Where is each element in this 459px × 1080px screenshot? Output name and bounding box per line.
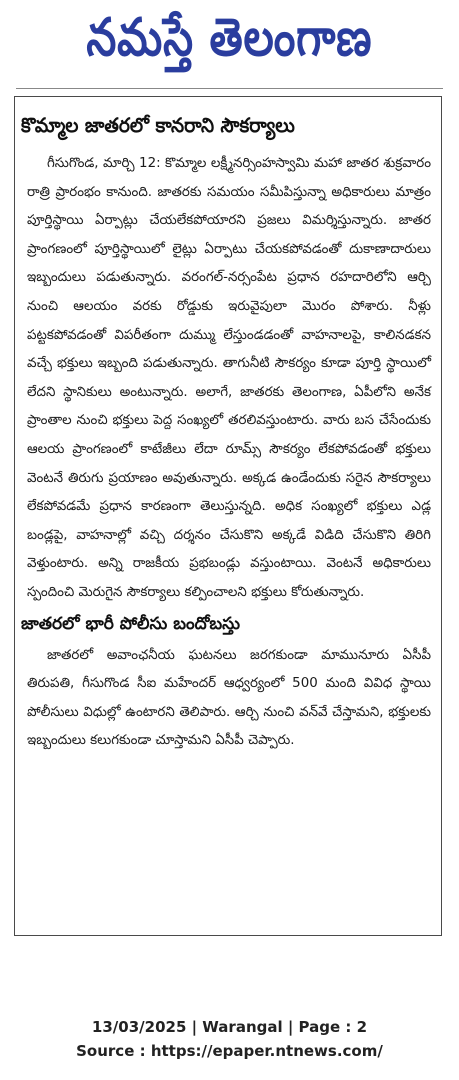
article-headline: కొమ్మాల జాతరలో కానరాని సౌకర్యాలు <box>21 113 295 137</box>
article-body: గీసుగొండ, మార్చి 12: కొమ్మాల లక్ష్మీనర్సింహస్వామి మహా జాతర శుక్రవారం రాత్రి ప్రారంభం కానుంది. జాతరకు సమయం సమీపిస్తున్నా అధికారులు మాత్రం పూర్తిస్థాయి ఏర్పాట్లు చేయలేకపోయారని ప్రజలు విమర్శిస్తున్నారు. జాతర ప్రాంగణంలో పూర్తిస్థాయిలో లైట్లు ఏర్పాటు చేయకపోవడంతో దుకాణాదారులు ఇబ్బందులు పడుతున్నారు. వరంగల్-నర్సంపేట ప్రధాన రహదారిలోని ఆర్చి నుంచి ఆలయం వరకు రోడ్డుకు ఇరువైపులా మొరం పోశారు. నీళ్లు పట్టకపోవడంతో విపరీతంగా దుమ్ము లేస్తుండడంతో వాహనాలపై, కాలినడకన వచ్చే భక్తులు ఇబ్బంది పడుతున్నారు. తాగునీటి సౌకర్యం కూడా పూర్తి స్థాయిలో లేదని స్థానికులు అంటున్నారు. అలాగే, జాతరకు తెలంగాణ, ఏపీలోని అనేక ప్రాంతాల నుంచి భక్తులు పెద్ద సంఖ్యలో తరలివస్తుంటారు. వారు బస చేసేందుకు ఆలయ ప్రాంగణంలో కాటేజీలు లేదా రూమ్స్ సౌకర్యం లేకపోవడంతో భక్తులు వెంటనే తిరుగు ప్రయాణం అవుతున్నారు. అక్కడ ఉండేందుకు సరైన సౌకర్యాలు లేకపోవడమే ప్రధాన కారణంగా తెలుస్తున్నది. అధిక సంఖ్యలో భక్తులు ఎడ్ల బండ్లపై, వాహనాల్లో వచ్చి దర్శనం చేసుకొని అక్కడే విడిది చేసుకొని తిరిగి వెళ్తుంటారు. అన్ని రాజకీయ ప్రభబండ్లు వస్తుంటాయి. వెంటనే అధికారులు స్పందించి మెరుగైన సౌకర్యాలు కల్పించాలని భక్తులు కోరుతున్నారు. <box>27 156 431 600</box>
newspaper-logo: నమస్తే తెలంగాణ <box>86 7 373 68</box>
footer-date-line: 13/03/2025 | Warangal | Page : 2 <box>91 1018 368 1036</box>
masthead <box>0 0 459 88</box>
masthead-divider <box>16 88 443 89</box>
article-clipping <box>14 96 442 936</box>
article-sub-body: జాతరలో అవాంఛనీయ ఘటనలు జరగకుండా మామునూరు ఏసీపీ తిరుపతి, గీసుగొండ సీఐ మహేందర్ ఆధ్వర్యంలో 500 మంది వివిధ స్థాయి పోలీసులు విధుల్లో ఉంటారని తెలిపారు. ఆర్చి నుంచి వన్‌వే చేస్తామని, భక్తులకు ఇబ్బందులు కలుగకుండా చూస్తామని ఏసీపీ చెప్పారు. <box>27 647 431 749</box>
article-subheading: జాతరలో భారీ పోలీసు బందోబస్తు <box>21 613 240 634</box>
footer-source-link[interactable]: Source : https://epaper.ntnews.com/ <box>76 1042 383 1060</box>
